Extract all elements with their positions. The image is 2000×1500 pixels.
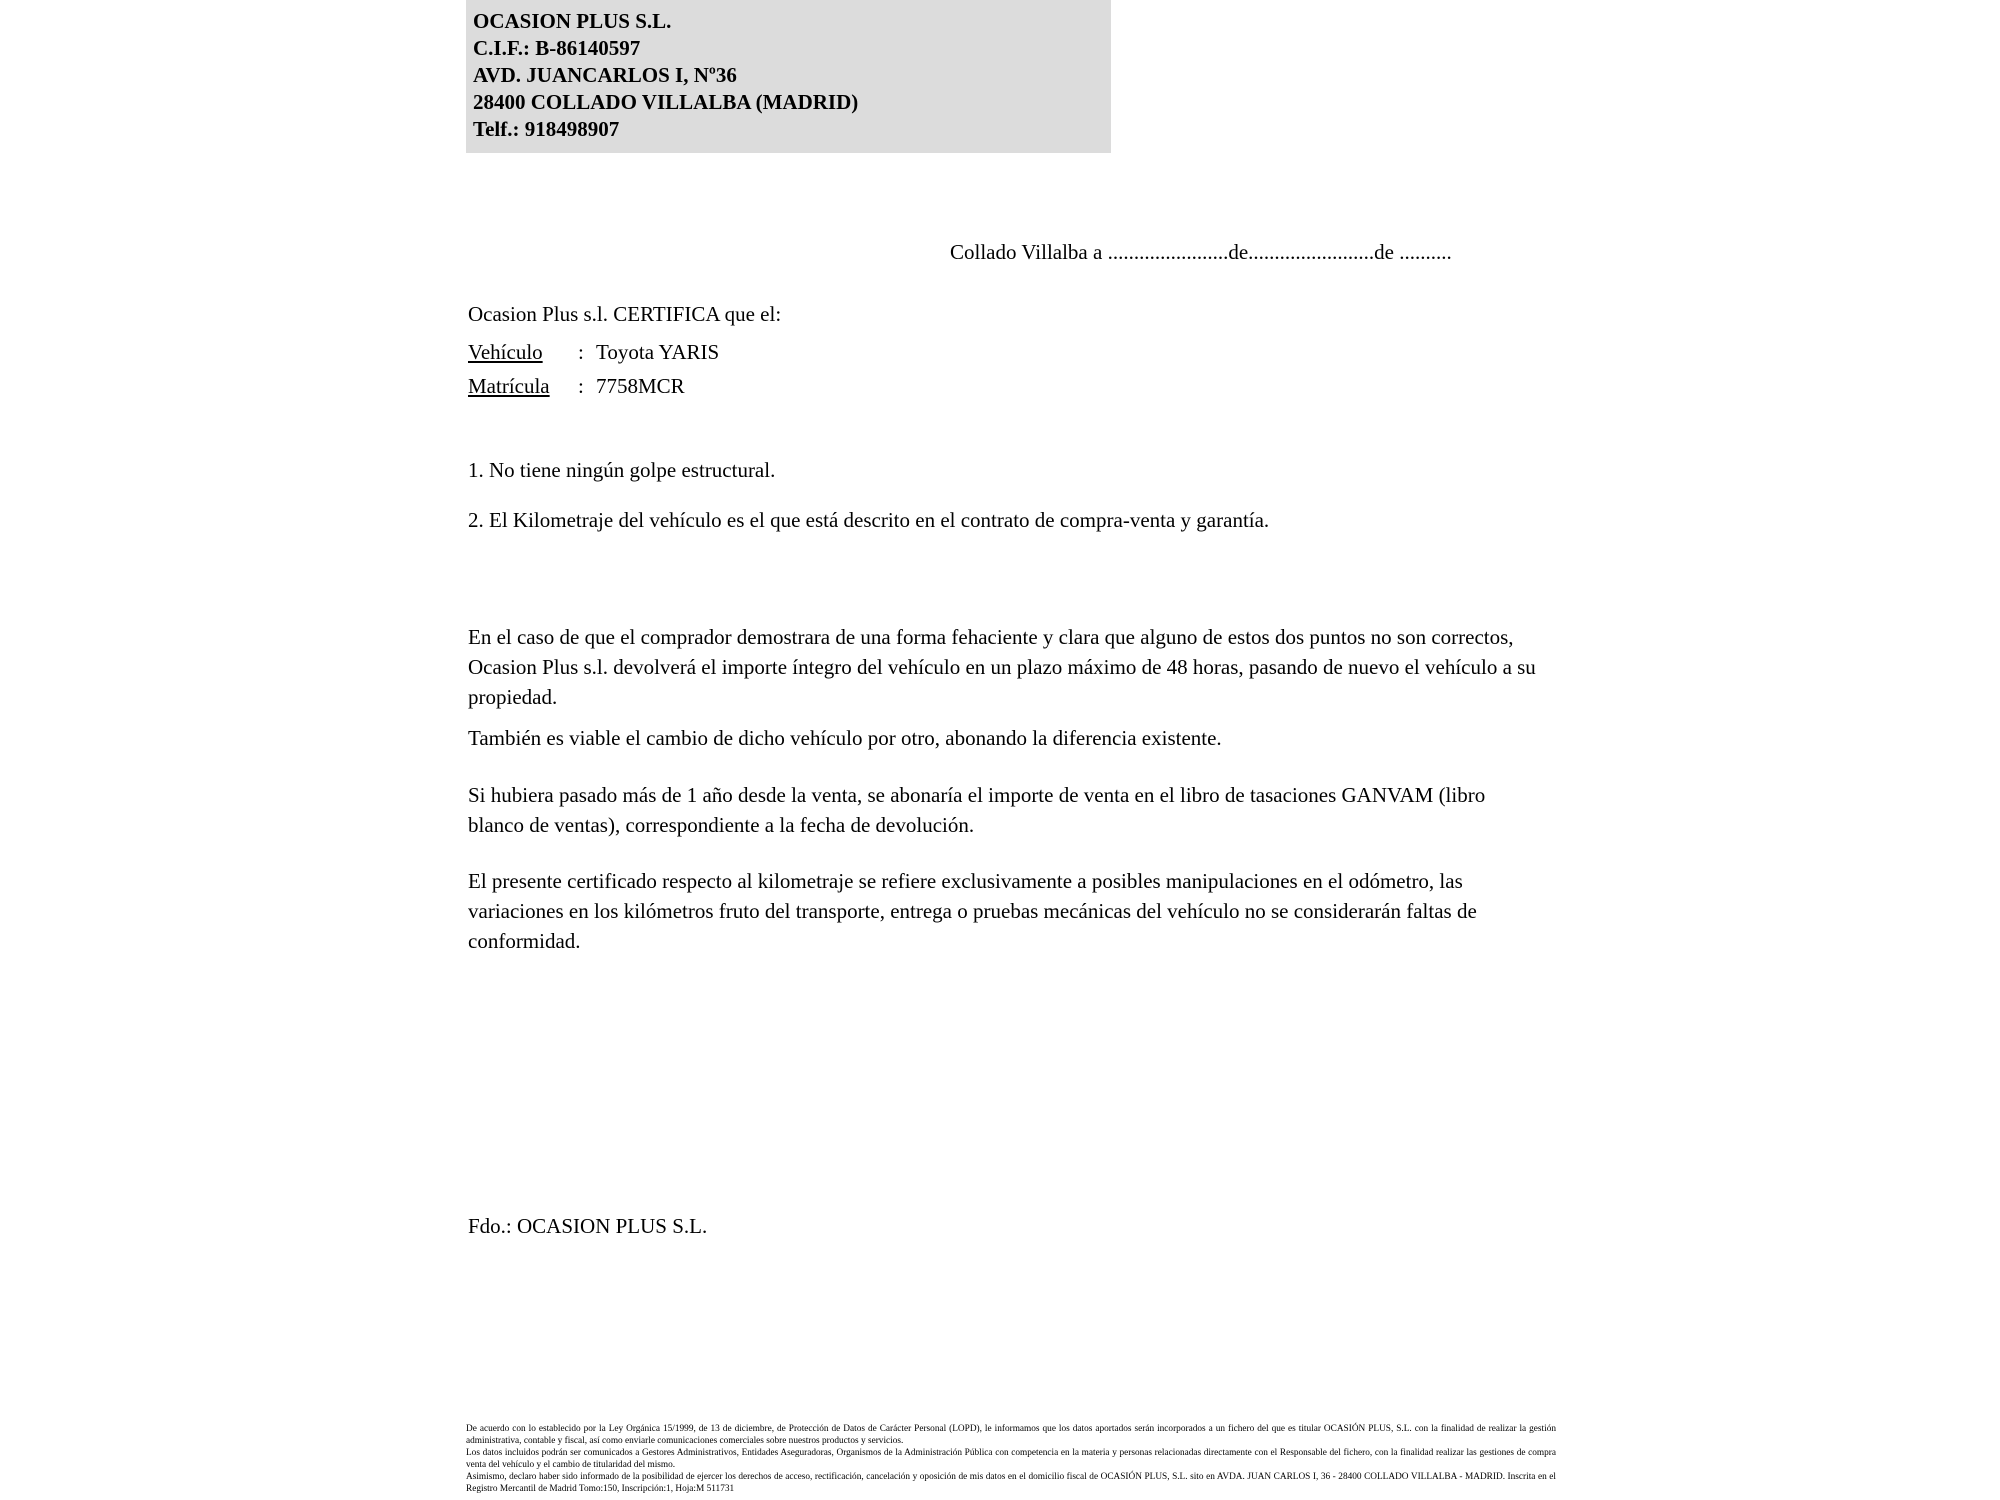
letterhead-cif: C.I.F.: B-86140597 — [473, 36, 641, 60]
signature-line: Fdo.: OCASION PLUS S.L. — [468, 1214, 708, 1238]
certification-point-2: 2. El Kilometraje del vehículo es el que está descrito en el contrato de compra-venta y garantía. — [468, 508, 1270, 532]
plate-value: 7758MCR — [596, 374, 685, 398]
certification-point-1: 1. No tiene ningún golpe estructural. — [468, 458, 776, 482]
letterhead-address: AVD. JUANCARLOS I, Nº36 — [473, 63, 737, 87]
body-paragraph-1: En el caso de que el comprador demostrara de una forma fehaciente y clara que alguno de estos dos puntos no son correctos, Ocasion Plus s.l. devolverá el importe íntegro del vehículo en un plazo máximo de 48 horas, pasando de nuevo el vehículo a su propiedad. — [468, 625, 1536, 709]
vehicle-separator: : — [578, 340, 584, 364]
letterhead-block — [466, 0, 1111, 153]
body-paragraph-2: También es viable el cambio de dicho vehículo por otro, abonando la diferencia existente. — [468, 726, 1222, 750]
certification-intro: Ocasion Plus s.l. CERTIFICA que el: — [468, 302, 782, 326]
letterhead-city: 28400 COLLADO VILLALBA (MADRID) — [473, 90, 859, 114]
vehicle-details — [468, 335, 719, 403]
plate-separator: : — [578, 374, 584, 398]
letterhead-company: OCASION PLUS S.L. — [473, 9, 672, 33]
vehicle-row-plate — [468, 369, 719, 403]
vehicle-label: Vehículo — [468, 340, 543, 364]
letterhead-phone: Telf.: 918498907 — [473, 117, 620, 141]
vehicle-row-model — [468, 335, 719, 369]
legal-paragraph-2: Los datos incluidos podrán ser comunicados a Gestores Administrativos, Entidades Aseguradoras, Organismos de la Administración Pública con competencia en la materia y personas relacionadas directamente con el Responsable del fichero, con la finalidad realizar las gestiones de compra venta del vehículo y el cambio de titularidad del mismo. — [466, 1448, 1556, 1470]
body-paragraph-4: El presente certificado respecto al kilometraje se refiere exclusivamente a posibles manipulaciones en el odómetro, las variaciones en los kilómetros fruto del transporte, entrega o pruebas mecánicas del vehículo no se considerarán faltas de conformidad. — [468, 869, 1477, 953]
legal-paragraph-3: Asimismo, declaro haber sido informado de la posibilidad de ejercer los derechos de acceso, rectificación, cancelación y oposición de mis datos en el domicilio fiscal de OCASIÓN PLUS, S.L. sito en AVDA. JUAN CARLOS I, 36 - 28400 COLLADO VILLALBA - MADRID. Inscrita en el Registro Mercantil de Madrid Tomo:150, Inscripción:1, Hoja:M 511731 — [466, 1472, 1556, 1494]
plate-label: Matrícula — [468, 374, 550, 398]
legal-footer — [466, 1424, 1556, 1497]
legal-paragraph-1: De acuerdo con lo establecido por la Ley Orgánica 15/1999, de 13 de diciembre, de Protección de Datos de Carácter Personal (LOPD), le informamos que los datos aportados serán incorporados a un fichero del que es titular OCASIÓN PLUS, S.L. con la finalidad de realizar la gestión administrativa, contable y fiscal, así como enviarle comunicaciones comerciales sobre nuestros productos y servicios. — [466, 1424, 1556, 1446]
place-and-date-line: Collado Villalba a .......................de........................de .......... — [950, 240, 1452, 264]
body-paragraph-3: Si hubiera pasado más de 1 año desde la venta, se abonaría el importe de venta en el libro de tasaciones GANVAM (libro blanco de ventas), correspondiente a la fecha de devolución. — [468, 783, 1486, 837]
vehicle-value: Toyota YARIS — [596, 340, 720, 364]
